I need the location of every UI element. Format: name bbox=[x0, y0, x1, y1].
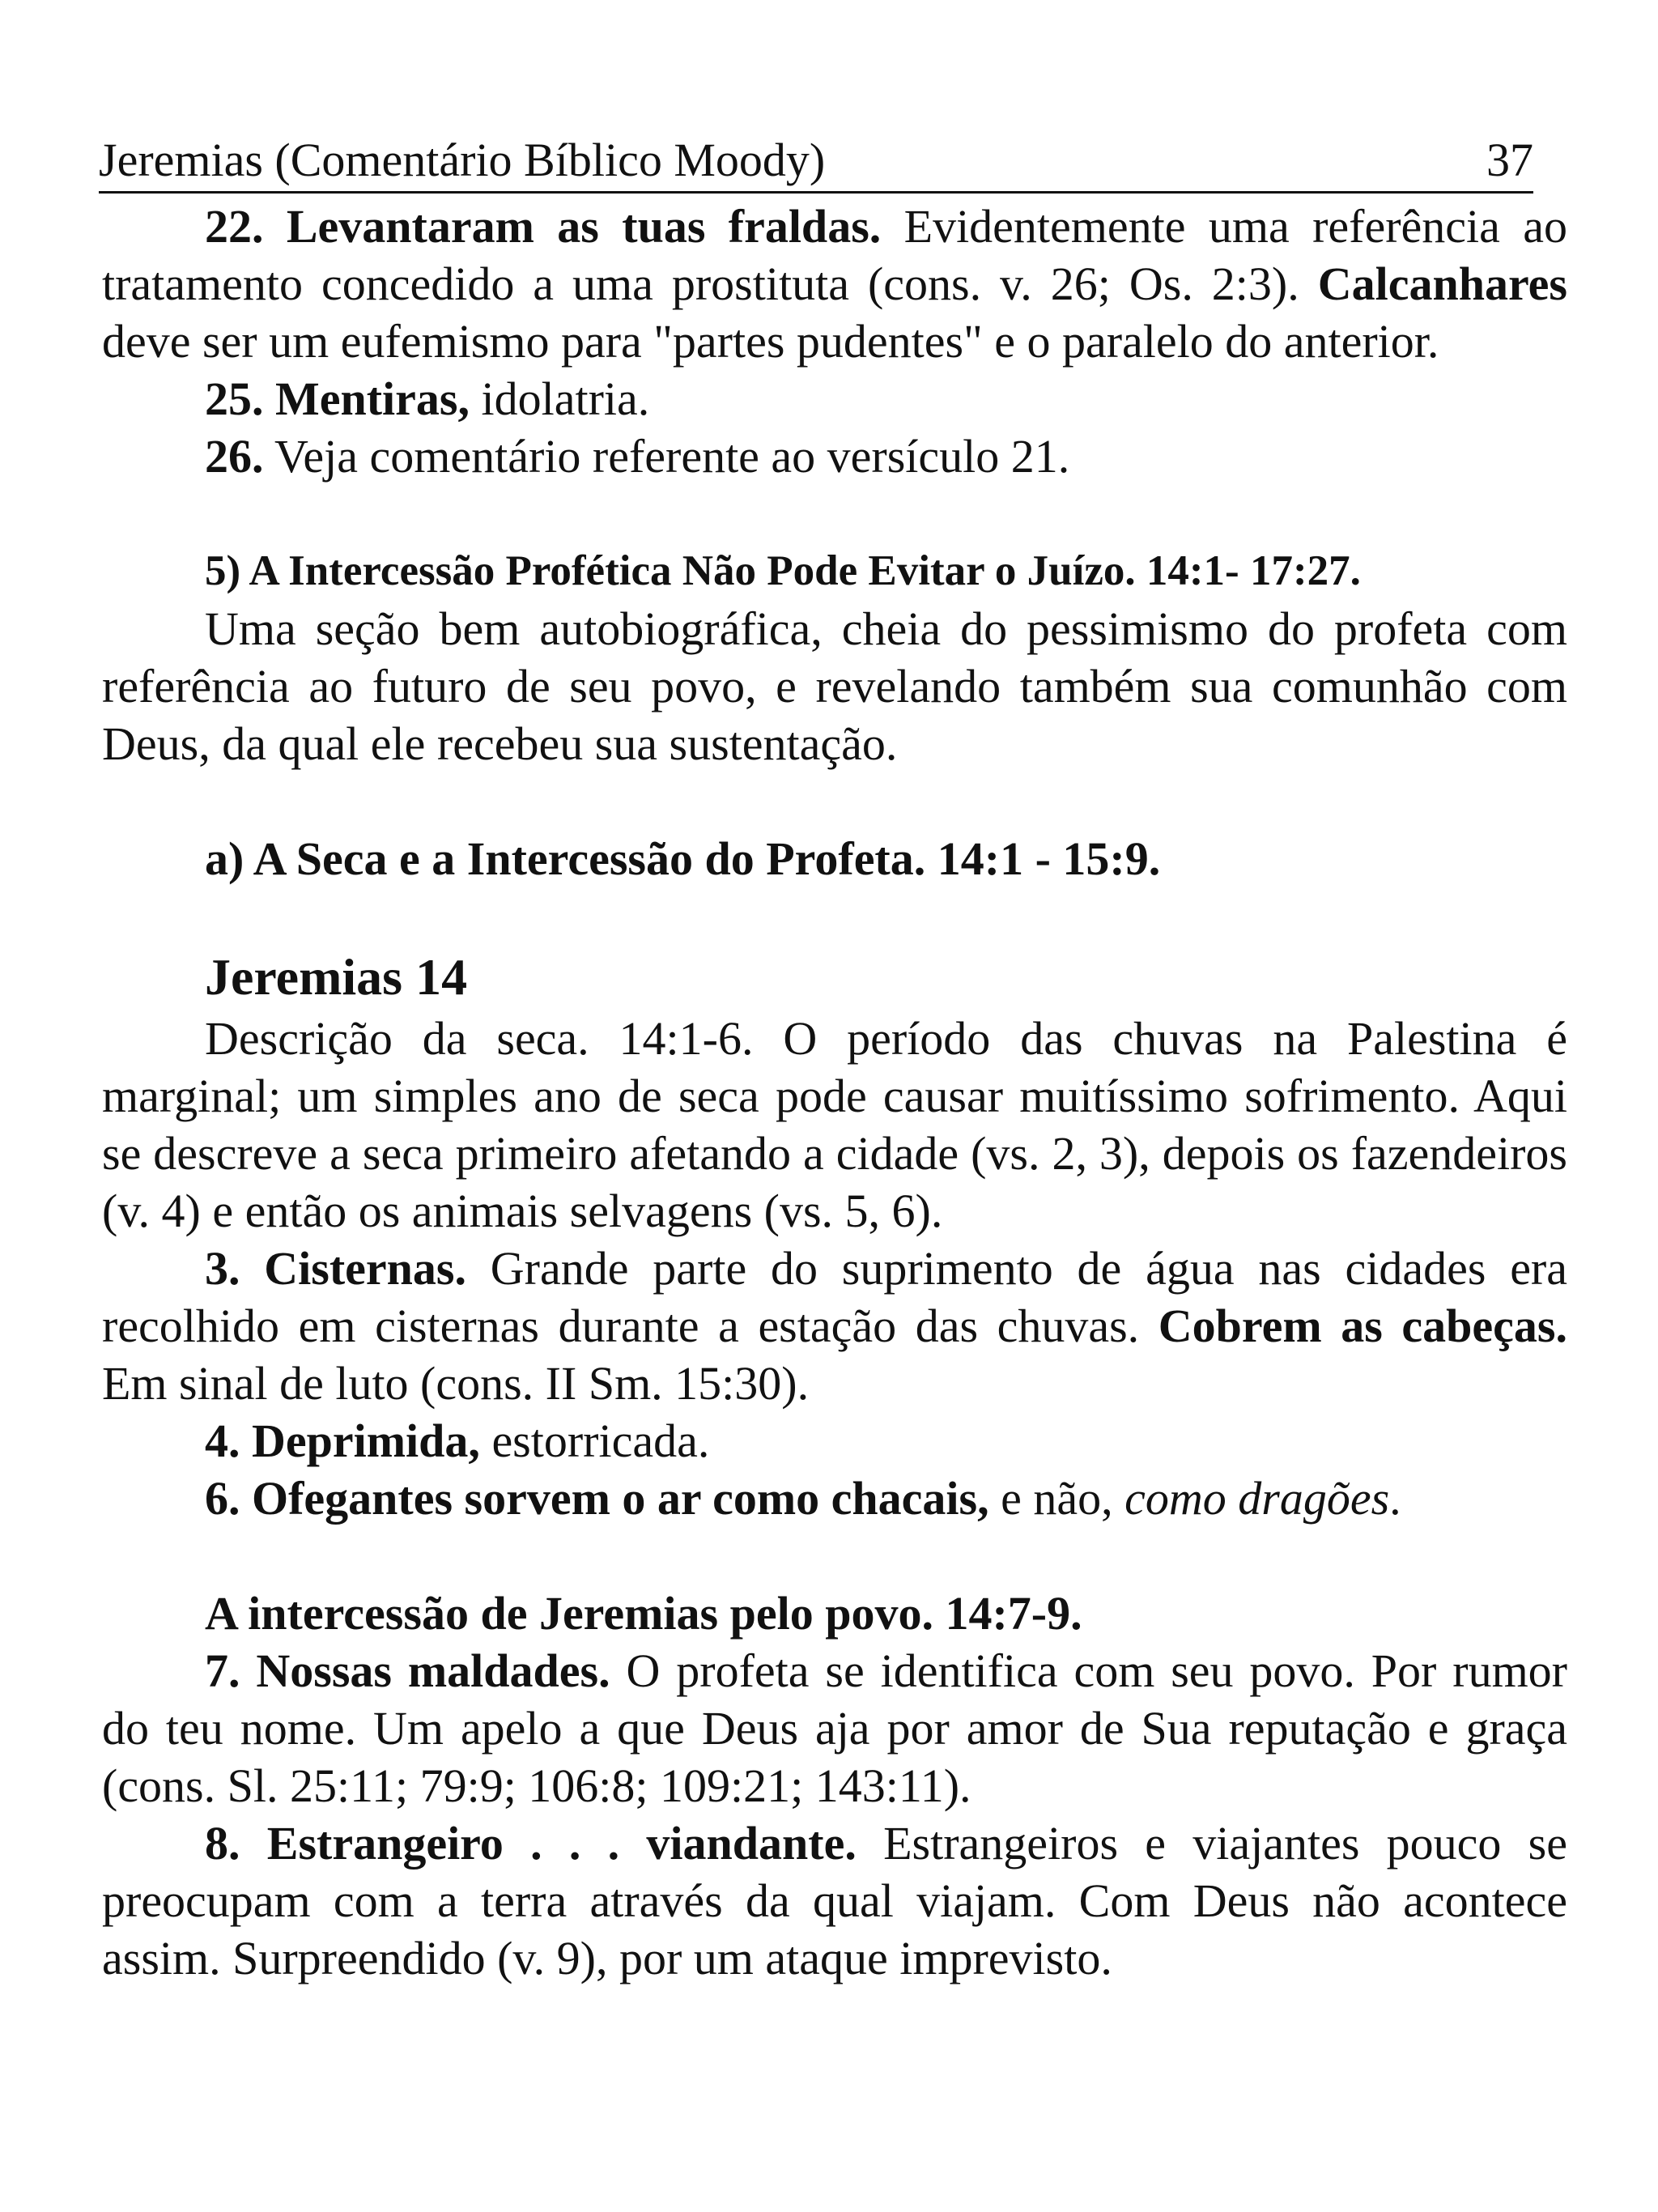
verse-22-term: 22. Levantaram as tuas fraldas. bbox=[205, 200, 882, 253]
spacer bbox=[102, 887, 1567, 945]
verse-7-text: O profeta se identifica com seu povo. Por rumor do teu nome. Um apelo a que Deus aja por amor de Sua reputação e graça (cons. Sl. 25:11; 79:9; 106:8; 109:21; 143:11). bbox=[102, 1644, 1567, 1812]
verse-26-term: 26. bbox=[205, 430, 264, 483]
chapter-heading: Jeremias 14 bbox=[205, 948, 468, 1006]
section-5-paragraph: Uma seção bem autobiográfica, cheia do pessimismo do profeta com referência ao futuro de seu povo, e revelando também sua comunhão com Deus, da qual ele recebeu sua sustentação. bbox=[102, 602, 1567, 770]
subsection-a-heading: a) A Seca e a Intercessão do Profeta. 14:1 - 15:9. bbox=[205, 832, 1161, 885]
verse-26-paragraph bbox=[102, 428, 1567, 485]
verse-25-paragraph bbox=[102, 370, 1567, 428]
verse-22-text-2: deve ser um eufemismo para "partes pudentes" e o paralelo do anterior. bbox=[102, 315, 1439, 368]
header-title: Jeremias (Comentário Bíblico Moody) bbox=[99, 134, 826, 186]
spacer bbox=[102, 1527, 1567, 1585]
verse-3-term: 3. Cisternas. bbox=[205, 1242, 466, 1295]
page-body bbox=[102, 198, 1567, 1987]
chapter-intro-paragraph: Descrição da seca. 14:1-6. O período das chuvas na Palestina é marginal; um simples ano de seca pode causar muitíssimo sofrimento. Aqui se descreve a seca primeiro afetando a cidade (vs. 2, 3), depois os fazendeiros (v. 4) e então os animais selvagens (vs. 5, 6). bbox=[102, 1012, 1567, 1237]
verse-25-text: idolatria. bbox=[470, 372, 650, 425]
verse-3-paragraph bbox=[102, 1240, 1567, 1412]
verse-25-term: 25. Mentiras, bbox=[205, 372, 470, 425]
verse-8-paragraph bbox=[102, 1814, 1567, 1987]
verse-22-text: Evidentemente uma referência ao tratamento concedido a uma prostituta (cons. v. 26; Os. 2:3). bbox=[102, 200, 1567, 310]
verse-22-term-calcanhares: Calcanhares bbox=[1317, 257, 1567, 310]
running-header bbox=[99, 130, 1533, 194]
verse-4-term: 4. Deprimida, bbox=[205, 1414, 480, 1467]
verse-4-paragraph bbox=[102, 1412, 1567, 1470]
verse-3-term-cabecas: Cobrem as cabeças. bbox=[1158, 1300, 1567, 1352]
intercession-heading: A intercessão de Jeremias pelo povo. 14:7-9. bbox=[205, 1587, 1082, 1640]
verse-6-end: . bbox=[1389, 1472, 1401, 1525]
page-number: 37 bbox=[1486, 134, 1533, 186]
section-5-heading: 5) A Intercessão Profética Não Pode Evitar o Juízo. 14:1- 17:27. bbox=[205, 547, 1361, 594]
verse-22-paragraph bbox=[102, 198, 1567, 370]
verse-3-text: Grande parte do suprimento de água nas cidades era recolhido em cisternas durante a estação das chuvas. bbox=[102, 1242, 1567, 1352]
verse-6-italic: como dragões bbox=[1124, 1472, 1390, 1525]
verse-8-text: Estrangeiros e viajantes pouco se preocupam com a terra através da qual viajam. Com Deus não acontece assim. Surpreendido (v. 9), por um ataque imprevisto. bbox=[102, 1817, 1568, 1984]
verse-6-term: 6. Ofegantes sorvem o ar como chacais, bbox=[205, 1472, 989, 1525]
spacer bbox=[102, 485, 1567, 542]
verse-6-paragraph bbox=[102, 1470, 1567, 1527]
verse-7-term: 7. Nossas maldades. bbox=[205, 1644, 610, 1697]
spacer bbox=[102, 772, 1567, 830]
verse-4-text: estorricada. bbox=[479, 1414, 710, 1467]
verse-3-text-2: Em sinal de luto (cons. II Sm. 15:30). bbox=[102, 1357, 810, 1410]
verse-26-text: Veja comentário referente ao versículo 21. bbox=[263, 430, 1070, 483]
verse-7-paragraph bbox=[102, 1642, 1567, 1814]
verse-6-text: e não, bbox=[988, 1472, 1125, 1525]
verse-8-term: 8. Estrangeiro . . . viandante. bbox=[205, 1817, 857, 1870]
